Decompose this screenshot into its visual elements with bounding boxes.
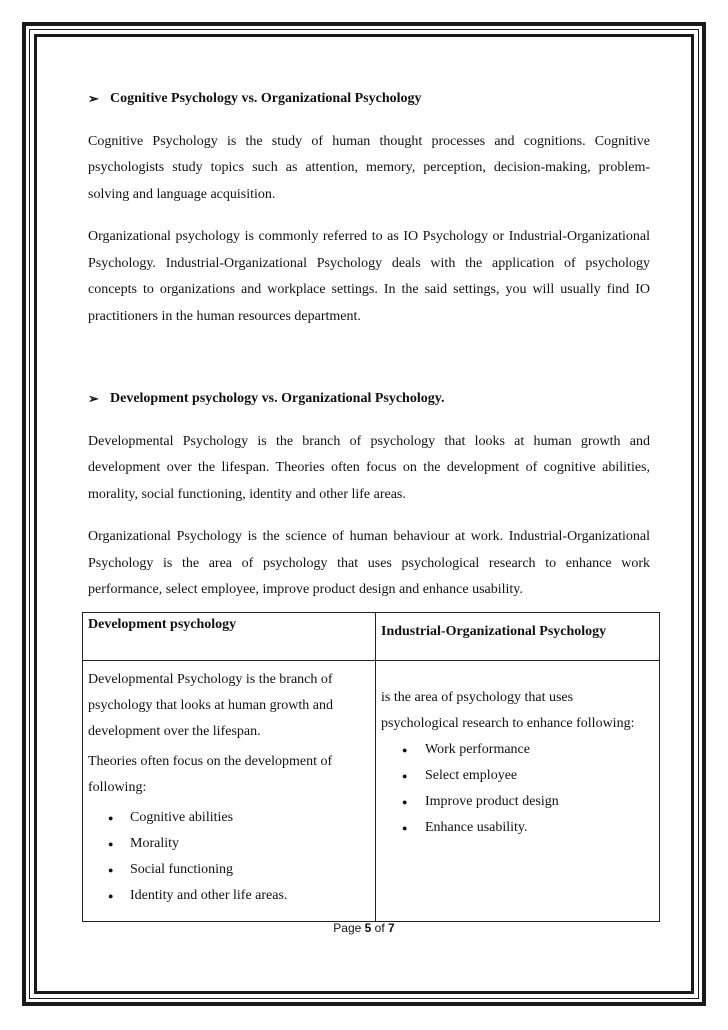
cell-intro: Developmental Psychology is the branch of psychology that looks at human growth and development over the lifespan. [88,671,333,739]
list-item: ● Morality [88,831,370,857]
page-number: 5 [364,921,372,935]
heading-text: Cognitive Psychology vs. Organizational Psychology [110,91,422,106]
heading-text: Development psychology vs. Organizational Psychology. [110,391,445,406]
paragraph-organizational-2: Organizational Psychology is the science of human behaviour at work. Industrial-Organizational Psychology is the area of psychology that uses psychological research to enhance work performance, select employee, improve product design and enhance usability. [88,529,650,597]
cell-development [83,660,376,921]
of-word: of [374,921,385,935]
list-item: ● Cognitive abilities [88,805,370,831]
list-item: ● Enhance usability. [381,815,654,841]
list-item: ● Select employee [381,763,654,789]
list-item: ● Work performance [381,737,654,763]
table-header-row [83,612,660,660]
list-item: ● Improve product design [381,789,654,815]
arrow-bullet-icon: ➢ [88,91,99,106]
page-total: 7 [388,921,395,935]
cell-lead: Theories often focus on the development of following: [88,753,333,795]
arrow-bullet-icon: ➢ [88,391,99,406]
paragraph-developmental: Developmental Psychology is the branch of psychology that looks at human growth and development over the lifespan. Theories often focus on the development of cognitive abilities, morality, social functioning, identity and other life areas. [88,433,650,502]
comparison-table [82,612,660,922]
page-word: Page [333,921,362,935]
cell-intro: is the area of psychology that uses psychological research to enhance following: [381,689,635,731]
document-body [88,86,650,922]
section-heading-cognitive [88,86,650,113]
paragraph-cognitive: Cognitive Psychology is the study of human thought processes and cognitions. Cognitive psychologists study topics such as attention, memory, perception, decision-making, problem-solving and language acquisition. [88,133,650,202]
table-row [83,660,660,921]
io-list [381,737,654,841]
header-development: Development psychology [83,612,376,660]
list-item: ● Identity and other life areas. [88,883,370,909]
development-list [88,805,370,909]
page-footer [0,921,728,935]
paragraph-organizational: Organizational psychology is commonly referred to as IO Psychology or Industrial-Organizational Psychology. Industrial-Organizational Psychology deals with the application of psychology concepts to organizations and workplace settings. In the said settings, you will usually find IO practitioners in the human resources department. [88,229,650,324]
list-item: ● Social functioning [88,857,370,883]
section-heading-development [88,386,650,413]
header-io: Industrial-Organizational Psychology [376,612,660,660]
cell-io [376,660,660,921]
